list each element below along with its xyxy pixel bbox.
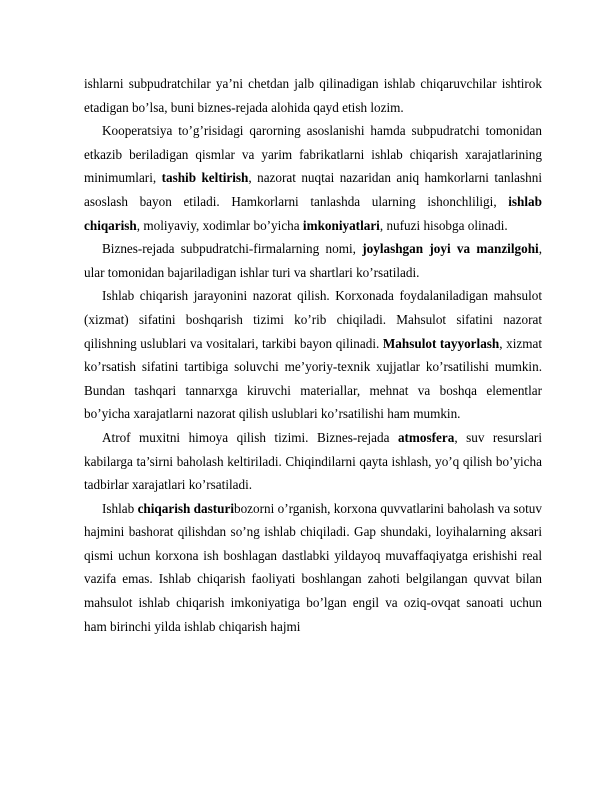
text-span: , ular tomonidan bajariladigan ishlar turi va shartlari ko’rsatiladi. [84,241,542,280]
paragraph-subcontractors-intro [84,72,542,119]
text-span: Ishlab chiqarish jarayonini nazorat qilish. Korxonada foydalaniladigan mahsulot (xizmat) sifatini boshqarish tizimi ko’rib chiqiladi. Mahsulot sifatini nazorat qilishning uslublari va vositalari, tarkibi bayon qilinadi. [84,288,542,351]
paragraph-subcontractor-firms [84,237,542,284]
text-span: Atrof muxitni himoya qilish tizimi. Biznes-rejada [102,429,398,445]
text-span: , xizmat ko’rsatish sifatini tartibiga soluvchi me’yoriy-texnik xujjatlar ko’rsatilishi mumkin. Bundan tashqari tannarxga kiruvchi materiallar, mehnat va boshqa elementlar bo’yicha xarajatlarni nazorat qilish uslublari ko’rsatilishi ham mumkin. [84,335,542,422]
text-span: , moliyaviy, xodimlar bo’yicha [136,217,303,233]
bold-term: ishlab chiqarish [84,193,542,233]
text-span: Biznes-rejada subpudratchi-firmalarning nomi, [102,241,363,257]
text-span: , nufuzi hisobga olinadi. [379,217,508,233]
bold-term: Mahsulot tayyorlash [382,335,500,351]
paragraph-production-program [84,497,542,639]
paragraph-production-control [84,284,542,426]
text-span: bozorni o’rganish, korxona quvvatlarini baholash va sotuv hajmini bashorat qilishdan so’ng ishlab chiqiladi. Gap shundaki, loyihalarning aksari qismi uchun korxona ish boshlagan dastlabki yildayoq muvaffaqiyatga erishishi real vazifa emas. Ishlab chiqarish faoliyati boshlangan zahoti belgilangan quvvat bilan mahsulot ishlab chiqarish imkoniyatiga bo’lgan engil va oziq-ovqat sanoati uchun ham birinchi yilda ishlab chiqarish hajmi [84,500,542,634]
paragraph-environment-protection [84,426,542,497]
paragraph-cooperation [84,119,542,237]
bold-term: chiqarish dasturi [137,500,234,516]
text-span: Kooperatsiya to’g’risidagi qarorning asoslanishi hamda subpudratchi tomonidan etkazib beriladigan qismlar va yarim fabrikatlarni ishlab chiqarish xarajatlarining minimumlari, [84,123,542,186]
bold-term: imkoniyatlari [302,217,380,233]
document-page [84,72,542,638]
text-span: , nazorat nuqtai nazaridan aniq hamkorlarni tanlashni asoslash bayon etiladi. Hamkorlarni tanlashda ularning ishonchliligi, [84,170,543,209]
text-span: , suv resurslari kabilarga ta’sirni baholash keltiriladi. Chiqindilarni qayta ishlash, yo’q qilish bo’yicha tadbirlar xarajatlari ko’rsatiladi. [84,429,542,493]
text-span: Ishlab [102,500,138,516]
bold-term: tashib keltirish [161,170,249,186]
text-span: ishlarni subpudratchilar ya’ni chetdan jalb qilinadigan ishlab chiqaruvchilar ishtirok etadigan bo’lsa, buni biznes-rejada alohida qayd etish lozim. [84,76,542,115]
bold-term: joylashgan joyi va manzilgohi [362,241,539,257]
bold-term: atmosfera [397,429,455,445]
